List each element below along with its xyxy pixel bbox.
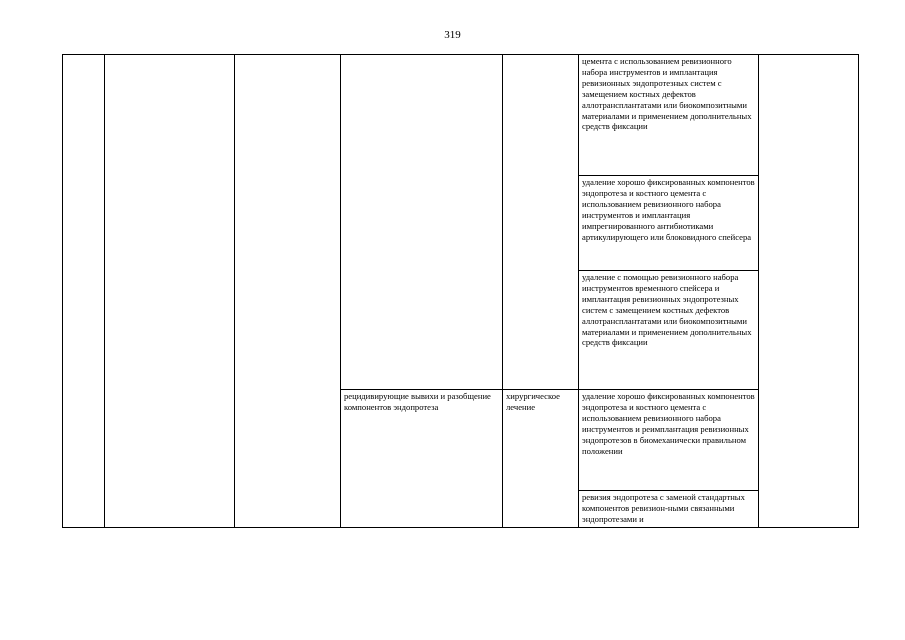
col-code-cell: [235, 55, 341, 528]
method-cell: удаление с помощью ревизионного набора инструментов временного спейсера и имплантация ревизионных эндопротезных систем с замещением костных дефектов аллотрансплантатами или биокомпозитными материалами и применением дополнительных средств фиксации: [579, 271, 759, 390]
method-cell: удаление хорошо фиксированных компонентов эндопротеза и костного цемента с использованием ревизионного набора инструментов и имплантация импрегнированного антибиотиками артикулирующего или блоковидного спейсера: [579, 176, 759, 271]
method-cell: ревизия эндопротеза с заменой стандартных компонентов ревизион-ными связанными эндопротезами и: [579, 491, 759, 528]
col-disease-cell-upper: [341, 55, 503, 390]
disease-cell: рецидивирующие вывихи и разобщение компонентов эндопротеза: [341, 390, 503, 528]
page-number: 319: [444, 29, 461, 41]
col-treatment-cell-upper: [503, 55, 579, 390]
method-cell: удаление хорошо фиксированных компонентов эндопротеза и костного цемента с использованием ревизионного набора инструментов и реимплантация ревизионных эндопротезов в биомеханически правильном положении: [579, 390, 759, 491]
procedures-table: [62, 54, 858, 526]
col-number-cell: [63, 55, 105, 528]
col-norm-cell: [759, 55, 859, 528]
col-profile-cell: [105, 55, 235, 528]
method-cell: цемента с использованием ревизионного набора инструментов и имплантация ревизионных эндопротезных систем с замещением костных дефектов аллотрансплантатами или биокомпозитными материалами и применением дополнительных средств фиксации: [579, 55, 759, 176]
treatment-cell: хирургическое лечение: [503, 390, 579, 528]
